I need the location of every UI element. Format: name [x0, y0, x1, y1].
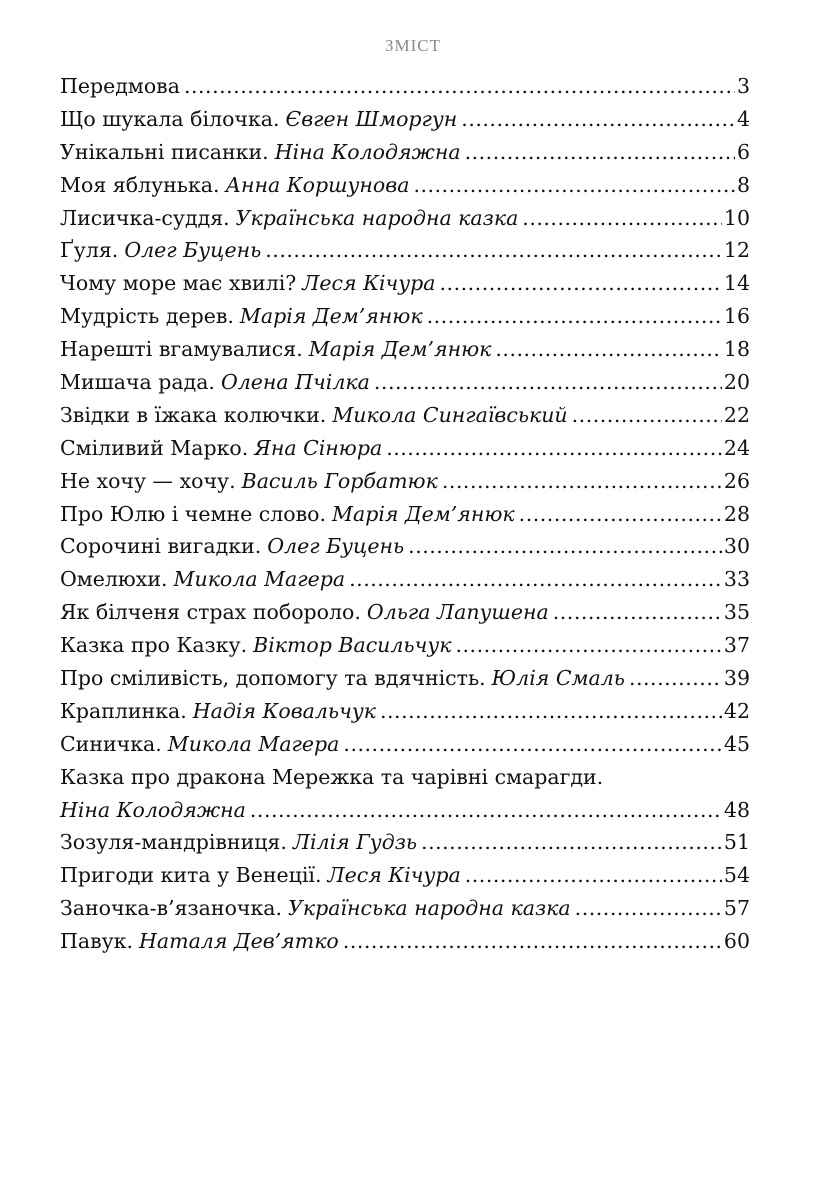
entry-author: Василь Горбатюк [241, 468, 438, 493]
toc-entry[interactable] [60, 202, 750, 235]
entry-page-number: 28 [723, 501, 750, 526]
toc-entry[interactable] [60, 366, 750, 399]
entry-title: Нарешті вгамувалися. [60, 337, 303, 362]
dot-leader [629, 662, 722, 695]
toc-entry[interactable] [60, 925, 750, 958]
entry-author: Надія Ковальчук [192, 698, 376, 723]
entry-page-number: 14 [723, 271, 750, 296]
entry-author: Українська народна казка [288, 896, 571, 921]
toc-entry[interactable] [60, 300, 750, 333]
entry-author: Микола Магера [173, 567, 346, 592]
entry-author: Українська народна казка [235, 205, 519, 230]
dot-leader [575, 892, 722, 925]
entry-page-number: 30 [723, 534, 750, 559]
entry-page-number: 39 [723, 666, 750, 691]
entry-title: Павук. [60, 929, 134, 954]
toc-entry[interactable] [60, 629, 750, 662]
entry-page-number: 48 [723, 797, 750, 822]
dot-leader [421, 826, 722, 859]
dot-leader [386, 432, 722, 465]
entry-title: Мудрість дерев. [60, 304, 234, 329]
entry-page-number: 3 [736, 74, 750, 98]
entry-title: Пригоди кита у Венеції. [60, 863, 322, 888]
toc-entry[interactable] [60, 530, 750, 563]
toc-entry[interactable] [60, 70, 750, 103]
toc-entry[interactable] [60, 662, 750, 695]
entry-title: Казка про дракона Мережка та чарівні смарагди. [60, 764, 604, 789]
toc-entry[interactable] [60, 465, 750, 498]
entry-title: Лисичка-суддя. [60, 205, 230, 230]
dot-leader [343, 925, 722, 958]
entry-page-number: 33 [723, 567, 750, 592]
dot-leader [572, 399, 722, 432]
entry-title: Передмова [60, 74, 180, 98]
entry-author: Микола Магера [167, 731, 340, 756]
dot-leader [427, 300, 722, 333]
entry-author: Марія Дем’янюк [331, 501, 515, 526]
entry-page-number: 45 [723, 731, 750, 756]
toc-entry[interactable] [60, 761, 750, 827]
toc-entry[interactable] [60, 267, 750, 300]
entry-title: Звідки в їжака колючки. [60, 402, 327, 427]
toc-entry[interactable] [60, 399, 750, 432]
dot-leader [519, 498, 722, 531]
entry-page-number: 10 [723, 205, 750, 230]
toc-entry[interactable] [60, 826, 750, 859]
toc-entry[interactable] [60, 596, 750, 629]
toc-entry[interactable] [60, 169, 750, 202]
entry-title: Унікальні писанки. [60, 139, 269, 164]
dot-leader [343, 728, 722, 761]
entry-title: Про Юлю і чемне слово. [60, 501, 326, 526]
entry-author: Ольга Лапушена [366, 600, 549, 625]
dot-leader [455, 629, 721, 662]
entry-author: Олена Пчілка [220, 370, 370, 395]
entry-title: Що шукала білочка. [60, 106, 280, 131]
entry-title: Краплинка. [60, 698, 187, 723]
entry-title: Моя яблунька. [60, 172, 220, 197]
entry-page-number: 24 [723, 435, 750, 460]
dot-leader [408, 530, 722, 563]
dot-leader [553, 596, 722, 629]
toc-entry[interactable] [60, 333, 750, 366]
entry-page-number: 6 [736, 139, 750, 164]
entry-author: Олег Буцень [124, 238, 262, 263]
contents-heading: ЗМІСТ [384, 36, 442, 55]
entry-author: Леся Кічура [327, 863, 461, 888]
dot-leader [442, 465, 722, 498]
entry-page-number: 42 [723, 698, 750, 723]
entry-author: Віктор Васильчук [253, 633, 452, 658]
entry-title: Про сміливість, допомогу та вдячність. [60, 666, 486, 691]
entry-title: Не хочу — хочу. [60, 468, 236, 493]
toc-entry[interactable] [60, 859, 750, 892]
entry-author: Анна Коршунова [225, 172, 410, 197]
entry-author: Лілія Гудзь [292, 830, 418, 855]
dot-leader [465, 136, 735, 169]
toc-entry[interactable] [60, 136, 750, 169]
entry-author: Марія Дем’янюк [239, 304, 423, 329]
entry-author: Юлія Смаль [491, 666, 625, 691]
entry-author: Ніна Колодяжна [274, 139, 461, 164]
toc-entry[interactable] [60, 234, 750, 267]
entry-title: Як білченя страх побороло. [60, 600, 361, 625]
dot-leader [380, 695, 722, 728]
entry-page-number: 22 [723, 402, 750, 427]
dot-leader [522, 202, 722, 235]
entry-title: Омелюхи. [60, 567, 168, 592]
toc-entry[interactable] [60, 728, 750, 761]
entry-page-number: 26 [723, 468, 750, 493]
entry-title: Чому море має хвилі? [60, 271, 297, 296]
entry-author: Марія Дем’янюк [308, 337, 492, 362]
entry-page-number: 37 [723, 633, 750, 658]
entry-author: Євген Шморгун [285, 106, 458, 131]
entry-author: Ніна Колодяжна [60, 797, 246, 822]
entry-title: Заночка-в’язаночка. [60, 896, 283, 921]
dot-leader [250, 794, 722, 827]
entry-page-number: 18 [723, 337, 750, 362]
dot-leader [349, 563, 722, 596]
toc-entry[interactable] [60, 432, 750, 465]
entry-title: Синичка. [60, 731, 162, 756]
toc-entry[interactable] [60, 695, 750, 728]
entry-page-number: 57 [723, 896, 750, 921]
toc-entry[interactable] [60, 892, 750, 925]
entry-page-number: 12 [723, 238, 750, 263]
entry-page-number: 35 [723, 600, 750, 625]
entry-title: Зозуля-мандрівниця. [60, 830, 287, 855]
entry-page-number: 20 [723, 370, 750, 395]
entry-page-number: 60 [723, 929, 750, 954]
entry-author: Яна Сінюра [254, 435, 383, 460]
dot-leader [374, 366, 722, 399]
entry-author: Микола Сингаївський [332, 402, 568, 427]
entry-author: Наталя Дев’ятко [139, 929, 339, 954]
dot-leader [465, 859, 722, 892]
dot-leader [440, 267, 722, 300]
entry-page-number: 4 [736, 106, 750, 131]
entry-title: Мишача рада. [60, 370, 215, 395]
dot-leader [265, 234, 722, 267]
toc-entry[interactable] [60, 498, 750, 531]
entry-page-number: 8 [736, 172, 750, 197]
entry-title: Сорочині вигадки. [60, 534, 262, 559]
toc-entry[interactable] [60, 563, 750, 596]
table-of-contents [60, 70, 750, 958]
toc-entry[interactable] [60, 103, 750, 136]
entry-title: Ґуля. [60, 238, 119, 263]
entry-title: Сміливий Марко. [60, 435, 249, 460]
dot-leader [413, 169, 735, 202]
entry-author: Леся Кічура [302, 271, 436, 296]
entry-page-number: 16 [723, 304, 750, 329]
dot-leader [461, 103, 735, 136]
entry-page-number: 54 [723, 863, 750, 888]
entry-author: Олег Буцень [267, 534, 405, 559]
dot-leader [495, 333, 722, 366]
dot-leader [184, 70, 735, 103]
entry-page-number: 51 [723, 830, 750, 855]
entry-title: Казка про Казку. [60, 633, 248, 658]
